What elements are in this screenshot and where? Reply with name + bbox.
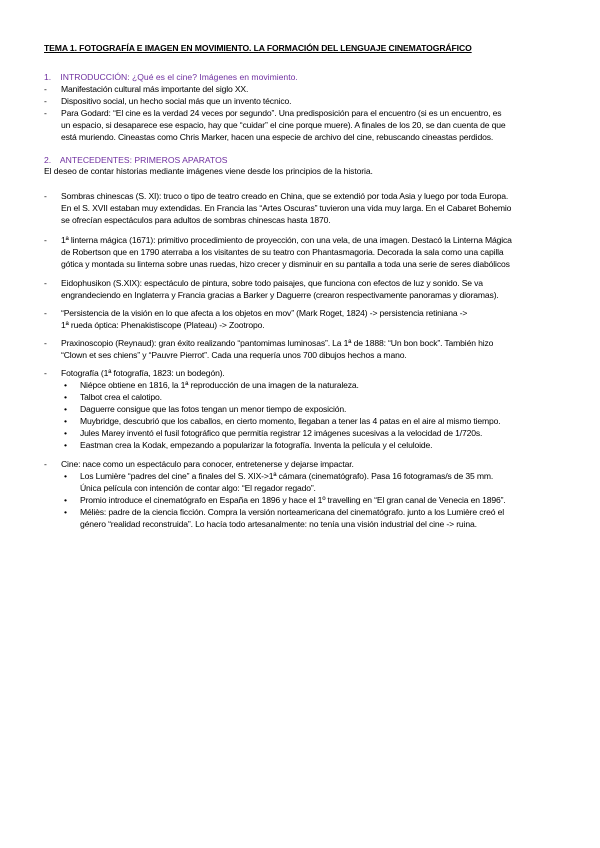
item-text: de Robertson que en 1790 aterraba a los visitantes de su teatro con Phantasmagoria. Decorada la sala como una capilla [61, 247, 504, 257]
dot-bullet: • [64, 416, 67, 426]
item-text: Praxinoscopio (Reynaud): gran éxito realizando “pantomimas luminosas”. La 1ª de 1888: “Un bon bock”. También hizo [61, 338, 494, 348]
section-2-title: ANTECEDENTES: PRIMEROS APARATOS [59, 155, 228, 165]
item-text: se ofrecían espectáculos para adultos de sombras chinescas hasta 1870. [61, 215, 331, 225]
sub-item-text: Muybridge, descubrió que los caballos, en cierto momento, llegaban a tener las 4 patas en el aire al mismo tiempo. [80, 416, 501, 426]
section-2-heading [44, 155, 228, 165]
sub-item-text: género “realidad reconstruida”. Lo hacía todo artesanalmente: no tenía una visión industrial del cine -> ruina. [80, 519, 477, 529]
sub-item-text: Jules Marey inventó el fusil fotográfico que permitía registrar 12 imágenes sucesivas a la velocidad de 1/720s. [80, 428, 483, 438]
document-title: TEMA 1. FOTOGRAFÍA E IMAGEN EN MOVIMIENTO. LA FORMACIÓN DEL LENGUAJE CINEMATOGRÁFICO [44, 43, 472, 53]
section-1-number: 1. [44, 72, 52, 82]
item-text: Dispositivo social, un hecho social más que un invento técnico. [61, 96, 292, 106]
dash-bullet: - [44, 459, 47, 469]
dot-bullet: • [64, 392, 67, 402]
section-1-title: INTRODUCCIÓN: ¿Qué es el cine? Imágenes en movimiento. [60, 72, 298, 82]
item-text: está muriendo. Cineastas como Chris Marker, hacen una especie de archivo del cine, rebuscando cineastas perdidos. [61, 132, 494, 142]
dash-bullet: - [44, 84, 47, 94]
item-text: Sombras chinescas (S. XI): truco o tipo de teatro creado en China, que se extendió por toda Asia y luego por toda Europa. [61, 191, 509, 201]
sub-item-text: Promio introduce el cinematógrafo en España en 1896 y hace el 1º travelling en “El gran canal de Venecia en 1896”. [80, 495, 506, 505]
dash-bullet: - [44, 338, 47, 348]
item-text: Manifestación cultural más importante del siglo XX. [61, 84, 249, 94]
dash-bullet: - [44, 278, 47, 288]
dot-bullet: • [64, 495, 67, 505]
item-text: Fotografía (1ª fotografía, 1823: un bodegón). [61, 368, 225, 378]
dot-bullet: • [64, 471, 67, 481]
item-text: “Persistencia de la visión en lo que afecta a los objetos en mov” (Mark Roget, 1824) -> persistencia retiniana -> [61, 308, 468, 318]
sub-item-text: Los Lumière “padres del cine” a finales del S. XIX->1ª cámara (cinematógrafo). Pasa 16 fotogramas/s de 35 mm. [80, 471, 494, 481]
dot-bullet: • [64, 440, 67, 450]
sub-item-text: Única película con intención de contar algo: “El regador regado”. [80, 483, 316, 493]
dot-bullet: • [64, 507, 67, 517]
sub-item-text: Talbot crea el calotipo. [80, 392, 162, 402]
dash-bullet: - [44, 108, 47, 118]
sub-item-text: Méliès: padre de la ciencia ficción. Compra la versión norteamericana del cinematógrafo. junto a los Lumière creó el [80, 507, 504, 517]
section-2-number: 2. [44, 155, 52, 165]
dot-bullet: • [64, 404, 67, 414]
dot-bullet: • [64, 380, 67, 390]
sub-item-text: Eastman crea la Kodak, empezando a popularizar la fotografía. Inventa la película y el celuloide. [80, 440, 433, 450]
dash-bullet: - [44, 308, 47, 318]
item-text: engrandeciendo en Inglaterra y Francia gracias a Barker y Daguerre (crearon respectivamente panoramas y dioramas). [61, 290, 499, 300]
dash-bullet: - [44, 96, 47, 106]
dash-bullet: - [44, 235, 47, 245]
item-text: En el S. XVII estaban muy extendidas. En Francia las “Artes Oscuras” tuvieron una vida muy larga. En el Cabaret Bohemio [61, 203, 512, 213]
item-text: “Clown et ses chiens” y “Pauvre Pierrot”. Cada una requería unos 700 dibujos hechos a mano. [61, 350, 407, 360]
section-2-intro: El deseo de contar historias mediante imágenes viene desde los principios de la historia. [44, 166, 373, 176]
item-text: 1ª rueda óptica: Phenakistiscope (Plateau) -> Zootropo. [61, 320, 265, 330]
item-text: Para Godard: “El cine es la verdad 24 veces por segundo”. Una predisposición para el encuentro (si es un encuentro, es [61, 108, 502, 118]
item-text: gótica y montada su linterna sobre unas ruedas, hizo crecer y disminuir en su pantalla a toda una serie de seres diabólicos [61, 259, 510, 269]
dash-bullet: - [44, 191, 47, 201]
item-text: un espacio, si desaparece ese espacio, hay que “cuidar” el cine porque muere). A finales de los 20, se dan cuenta de que [61, 120, 506, 130]
sub-item-text: Niépce obtiene en 1816, la 1ª reproducción de una imagen de la naturaleza. [80, 380, 359, 390]
item-text: 1ª linterna mágica (1671): primitivo procedimiento de proyección, con una vela, de una imagen. Destacó la Linterna Mágica [61, 235, 512, 245]
item-text: Cine: nace como un espectáculo para conocer, entretenerse y dejarse impactar. [61, 459, 354, 469]
dot-bullet: • [64, 428, 67, 438]
dash-bullet: - [44, 368, 47, 378]
section-1-heading [44, 72, 298, 82]
sub-item-text: Daguerre consigue que las fotos tengan un menor tiempo de exposición. [80, 404, 347, 414]
item-text: Eidophusikon (S.XIX): espectáculo de pintura, sobre todo paisajes, que funciona con efectos de luz y sonido. Se va [61, 278, 483, 288]
